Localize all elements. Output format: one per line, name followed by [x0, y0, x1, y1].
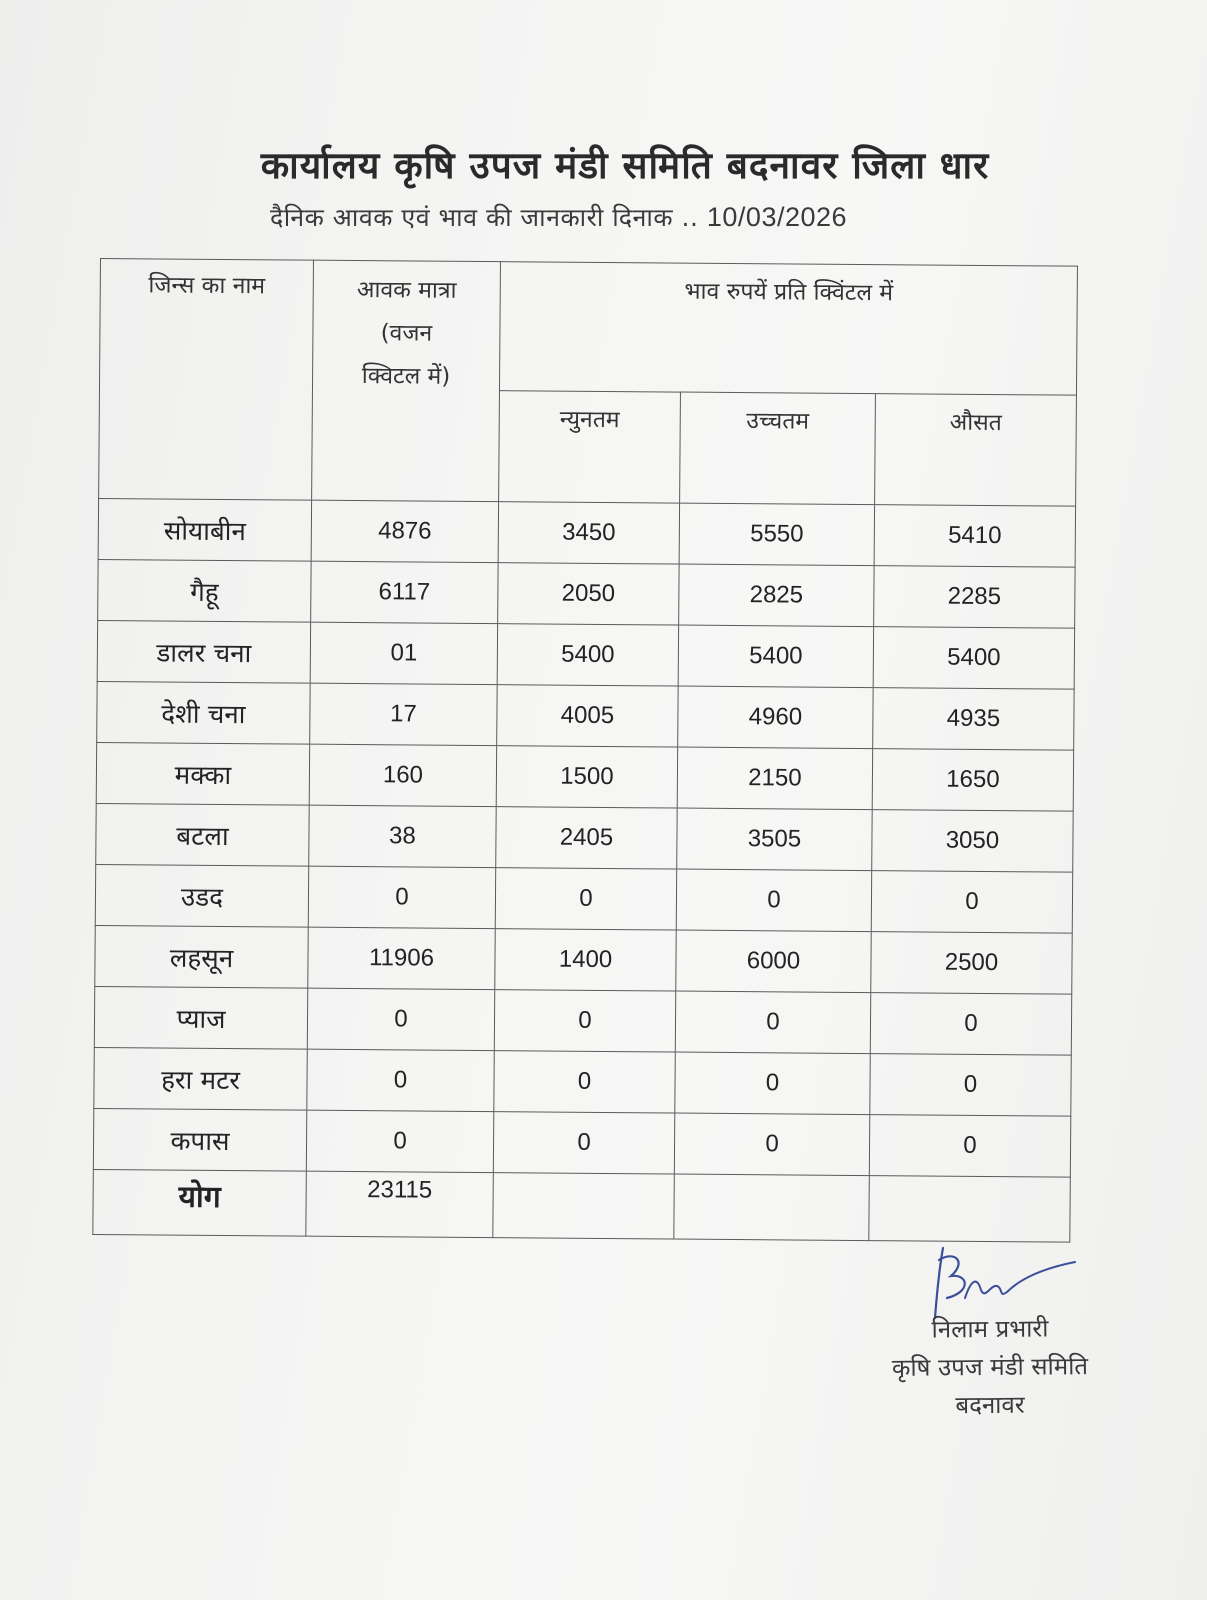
signatory-title: निलाम प्रभारी: [931, 1314, 1049, 1344]
avg-price: 4935: [873, 688, 1074, 751]
min-price: 1400: [495, 929, 676, 991]
avg-price: 2285: [874, 566, 1075, 629]
header-max-price: उच्चतम: [680, 392, 876, 505]
commodity-name: प्याज: [94, 986, 307, 1049]
table-row: [95, 925, 1072, 994]
arrival-qty: 17: [310, 683, 497, 745]
min-price: 2050: [498, 563, 679, 625]
header-price-group: भाव रुपयें प्रति क्विंटल में: [499, 262, 1077, 396]
arrival-qty: 0: [306, 1110, 493, 1172]
max-price: 0: [676, 869, 871, 932]
subtitle-text: दैनिक आवक एवं भाव की जानकारी दिनाक ..: [270, 203, 699, 232]
min-price: 2405: [496, 807, 677, 869]
max-price: 2150: [677, 747, 872, 810]
total-qty: 23115: [306, 1171, 494, 1237]
max-price: 5550: [679, 503, 874, 566]
commodity-name: हरा मटर: [94, 1047, 307, 1110]
max-price: 0: [674, 1113, 869, 1176]
max-price: 3505: [677, 808, 872, 871]
table-row: [98, 498, 1075, 567]
header-commodity-name: जिन्स का नाम: [99, 259, 314, 501]
max-price: 2825: [679, 564, 874, 627]
avg-price: 5400: [873, 627, 1074, 690]
commodity-name: लहसून: [95, 925, 308, 988]
min-price: 0: [495, 868, 676, 930]
header-qty-line1: आवक मात्रा: [356, 277, 457, 304]
avg-price: 0: [871, 871, 1072, 934]
table-row: [96, 742, 1073, 811]
total-label: योग: [93, 1169, 307, 1236]
header-qty-line2: (वजन: [380, 320, 433, 347]
report-date: 10/03/2026: [706, 202, 848, 232]
table-body: [93, 498, 1076, 1242]
commodity-name: देशी चना: [97, 681, 310, 744]
header-qty-line3: क्विटल में): [361, 363, 451, 390]
avg-price: 1650: [872, 749, 1073, 812]
min-price: 5400: [497, 624, 678, 686]
avg-price: 5410: [874, 505, 1075, 568]
signatory-office: कृषि उपज मंडी समिति: [891, 1352, 1089, 1382]
table-row: [97, 681, 1074, 750]
min-price: 1500: [496, 746, 677, 808]
commodity-name: मक्का: [96, 742, 309, 805]
total-empty-cell: [869, 1176, 1071, 1243]
signatory-place: बदनावर: [955, 1390, 1025, 1420]
table-row: [96, 803, 1073, 872]
total-empty-cell: [674, 1174, 870, 1241]
total-row: [93, 1169, 1070, 1242]
max-price: 0: [675, 1052, 870, 1115]
min-price: 4005: [497, 685, 678, 747]
table-row: [93, 1108, 1070, 1177]
total-empty-cell: [493, 1173, 675, 1239]
arrival-qty: 01: [310, 622, 497, 684]
table-row: [94, 986, 1071, 1055]
header-row-1: [99, 259, 1077, 396]
arrival-qty: 0: [308, 866, 495, 928]
commodity-name: उडद: [95, 864, 308, 927]
max-price: 4960: [678, 686, 873, 749]
arrival-qty: 0: [307, 988, 494, 1050]
avg-price: 0: [870, 1054, 1071, 1117]
avg-price: 0: [870, 993, 1071, 1056]
document-subtitle: [270, 200, 847, 234]
rates-table-container: [92, 258, 1078, 1243]
commodity-name: सोयाबीन: [98, 498, 311, 561]
arrival-qty: 11906: [308, 927, 495, 989]
arrival-qty: 160: [309, 744, 496, 806]
header-avg-price: औसत: [875, 394, 1077, 507]
avg-price: 3050: [872, 810, 1073, 873]
commodity-name: गैहू: [98, 559, 311, 622]
min-price: 0: [493, 1112, 674, 1174]
rates-table: [92, 258, 1078, 1243]
min-price: 0: [494, 990, 675, 1052]
table-row: [98, 559, 1075, 628]
table-row: [95, 864, 1072, 933]
avg-price: 2500: [871, 932, 1072, 995]
arrival-qty: 38: [309, 805, 496, 867]
commodity-name: बटला: [96, 803, 309, 866]
min-price: 0: [494, 1051, 675, 1113]
max-price: 0: [675, 991, 870, 1054]
arrival-qty: 0: [307, 1049, 494, 1111]
min-price: 3450: [498, 502, 679, 564]
arrival-qty: 6117: [311, 561, 498, 623]
max-price: 6000: [676, 930, 871, 993]
max-price: 5400: [678, 625, 873, 688]
avg-price: 0: [869, 1115, 1070, 1178]
commodity-name: डालर चना: [97, 620, 310, 683]
table-row: [97, 620, 1074, 689]
commodity-name: कपास: [93, 1108, 306, 1171]
header-arrival-qty: [312, 260, 501, 501]
table-row: [94, 1047, 1071, 1116]
header-min-price: न्युनतम: [499, 391, 681, 503]
arrival-qty: 4876: [311, 500, 498, 562]
signature-block: [860, 1310, 1120, 1424]
document-title: कार्यालय कृषि उपज मंडी समिति बदनावर जिला धार: [260, 144, 990, 187]
